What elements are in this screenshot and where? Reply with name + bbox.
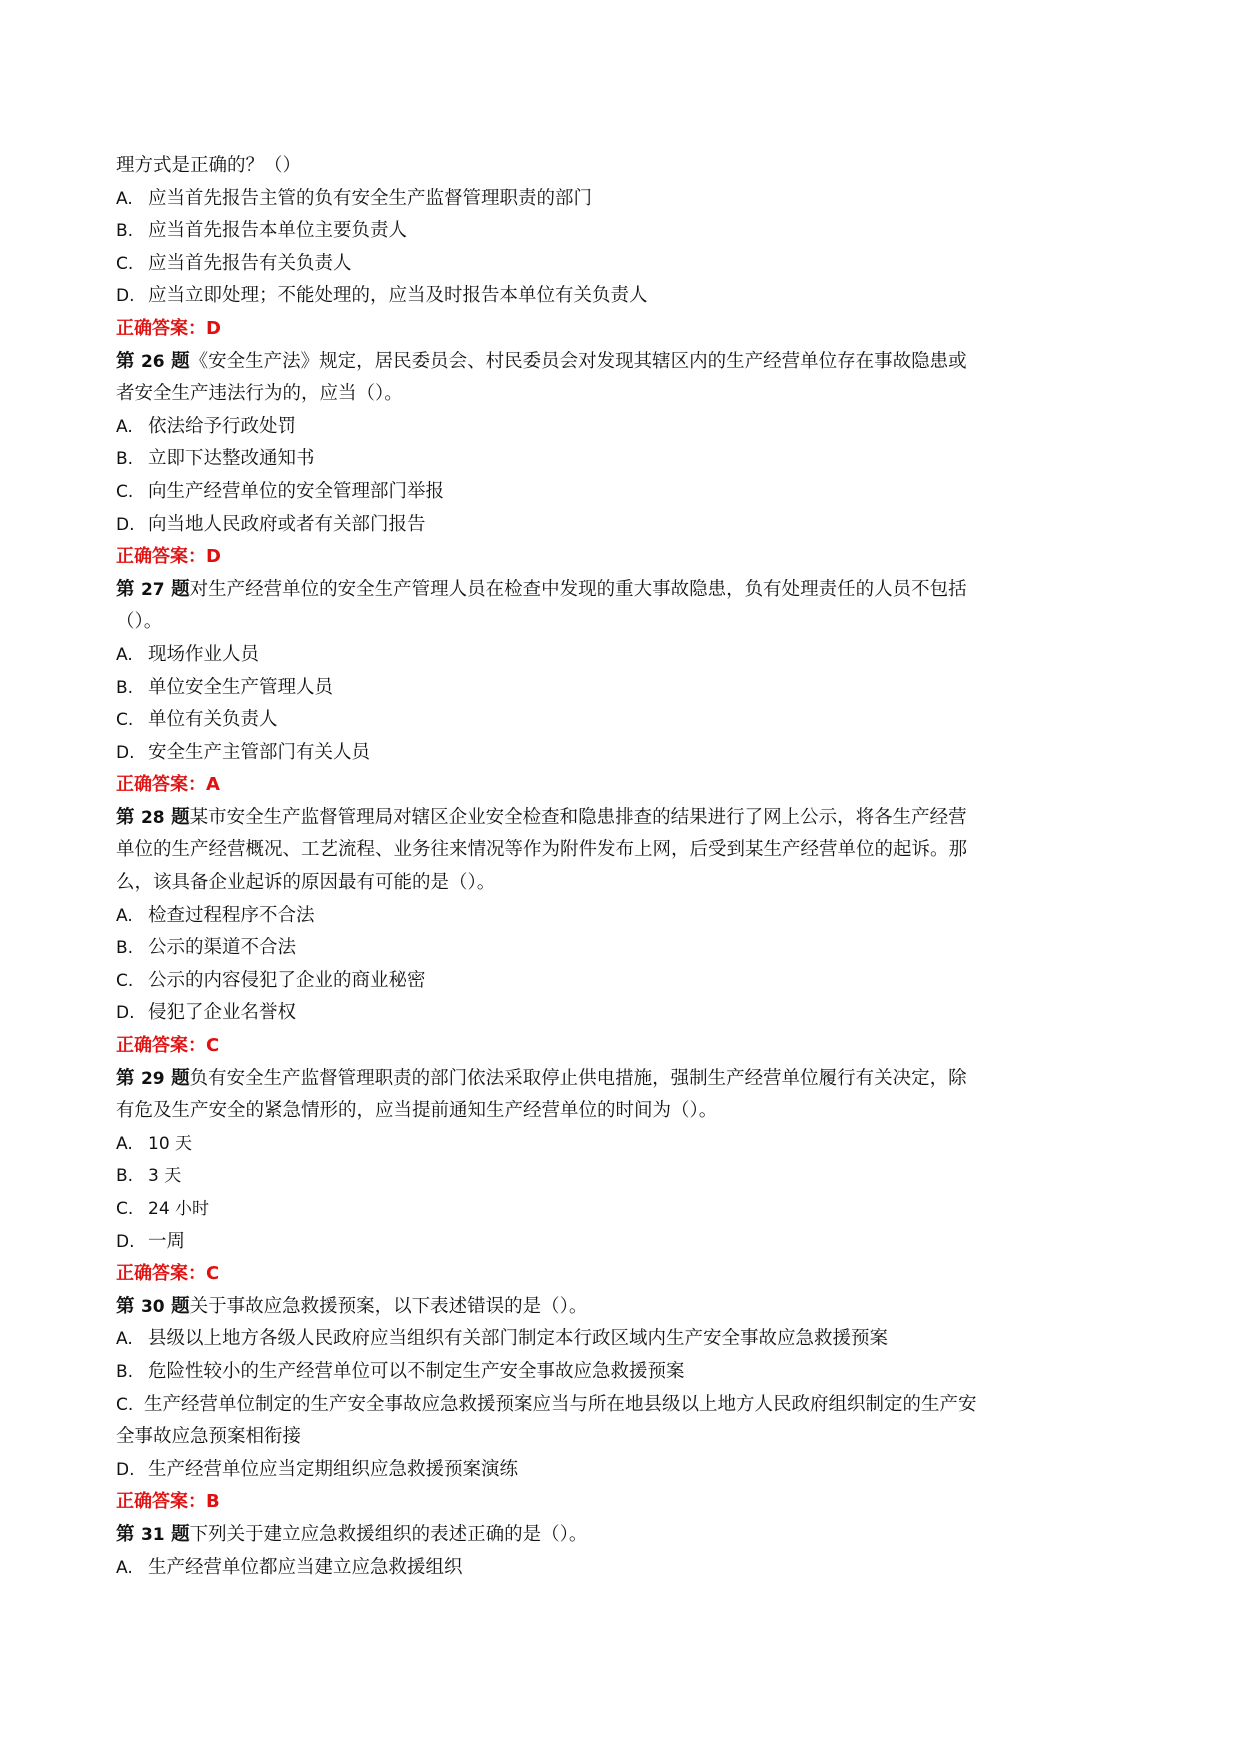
option-a: [116, 1552, 1136, 1585]
option-letter: D.: [116, 1003, 135, 1024]
option-d: [116, 280, 1136, 313]
option-a: [116, 1323, 1136, 1356]
option-text: 应当首先报告有关负责人: [148, 252, 352, 274]
correct-answer: 正确答案：C: [116, 1035, 220, 1057]
question-text: 某市安全生产监督管理局对辖区企业安全检查和隐患排查的结果进行了网上公示，将各生产经营: [189, 806, 967, 828]
option-text: 立即下达整改通知书: [148, 448, 315, 470]
option-text: 生产经营单位应当定期组织应急救援预案演练: [148, 1458, 519, 1480]
option-letter: A.: [116, 416, 133, 437]
option-d: [116, 997, 1136, 1030]
option-c: [116, 1193, 1136, 1226]
option-letter: B.: [116, 938, 134, 959]
option-d: [116, 737, 1136, 770]
option-letter: B.: [116, 449, 134, 470]
option-c: [116, 704, 1136, 737]
option-a: [116, 183, 1136, 216]
option-letter: A.: [116, 1557, 133, 1578]
option-letter: A.: [116, 188, 133, 209]
question-text: 《安全生产法》规定，居民委员会、村民委员会对发现其辖区内的生产经营单位存在事故隐患或: [189, 350, 967, 372]
option-letter: C.: [116, 970, 134, 991]
question-number: 第 28 题: [116, 806, 190, 828]
option-letter: C.: [116, 253, 134, 274]
option-text: 10 天: [148, 1133, 193, 1154]
option-text: 向当地人民政府或者有关部门报告: [148, 513, 426, 535]
correct-answer: 正确答案：B: [116, 1491, 220, 1513]
correct-answer: 正确答案：C: [116, 1263, 220, 1285]
option-text: 单位安全生产管理人员: [148, 676, 334, 698]
question-29-stem: [116, 1063, 1136, 1096]
question-number: 第 26 题: [116, 350, 190, 372]
correct-answer: 正确答案：D: [116, 546, 221, 568]
option-b: [116, 215, 1136, 248]
option-text: 侵犯了企业名誉权: [148, 1002, 297, 1024]
option-letter: C.: [116, 481, 134, 502]
option-a: [116, 1128, 1136, 1161]
option-text: 检查过程程序不合法: [148, 904, 315, 926]
question-28-stem-cont: 么，该具备企业起诉的原因最有可能的是（）。: [116, 872, 496, 894]
option-d: [116, 1226, 1136, 1259]
option-d: [116, 509, 1136, 542]
question-text: 关于事故应急救援预案，以下表述错误的是（）。: [189, 1295, 588, 1317]
option-c: [116, 1389, 1136, 1422]
option-letter: D.: [116, 1231, 135, 1252]
question-28-stem: [116, 802, 1136, 835]
question-29-stem-cont: 有危及生产安全的紧急情形的，应当提前通知生产经营单位的时间为（）。: [116, 1100, 718, 1122]
option-text: 生产经营单位制定的生产安全事故应急救援预案应当与所在地县级以上地方人民政府组织制定的生产安: [144, 1393, 977, 1415]
question-number: 第 27 题: [116, 578, 190, 600]
question-text: 下列关于建立应急救援组织的表述正确的是（）。: [189, 1523, 588, 1545]
correct-answer: 正确答案：D: [116, 317, 221, 339]
question-28-stem-cont: 单位的生产经营概况、工艺流程、业务往来情况等作为附件发布上网，后受到某生产经营单位的起诉。那: [116, 839, 968, 861]
option-letter: C.: [116, 1199, 134, 1219]
question-number: 第 29 题: [116, 1067, 190, 1089]
option-text: 单位有关负责人: [148, 709, 278, 731]
question-text: 对生产经营单位的安全生产管理人员在检查中发现的重大事故隐患，负有处理责任的人员不包括: [189, 578, 967, 600]
option-letter: B.: [116, 1166, 134, 1187]
option-letter: A.: [116, 644, 133, 665]
option-text: 3 天: [148, 1166, 182, 1187]
option-text: 危险性较小的生产经营单位可以不制定生产安全事故应急救援预案: [148, 1360, 685, 1382]
option-d: [116, 1454, 1136, 1487]
option-text: 向生产经营单位的安全管理部门举报: [148, 480, 445, 502]
question-number: 第 30 题: [116, 1295, 190, 1317]
option-text: 县级以上地方各级人民政府应当组织有关部门制定本行政区域内生产安全事故应急救援预案: [148, 1328, 889, 1350]
option-b: [116, 443, 1136, 476]
option-a: [116, 411, 1136, 444]
option-text: 24 小时: [148, 1199, 210, 1219]
option-text: 安全生产主管部门有关人员: [148, 741, 371, 763]
option-c: [116, 965, 1136, 998]
option-b: [116, 1160, 1136, 1193]
option-text: 应当首先报告主管的负有安全生产监督管理职责的部门: [148, 187, 593, 209]
option-letter: C.: [116, 710, 134, 731]
option-text: 公示的内容侵犯了企业的商业秘密: [148, 969, 426, 991]
option-letter: B.: [116, 677, 134, 698]
question-26-stem-cont: 者安全生产违法行为的，应当（）。: [116, 383, 403, 405]
question-stem-continuation: 理方式是正确的？（）: [116, 155, 302, 176]
question-text: 负有安全生产监督管理职责的部门依法采取停止供电措施，强制生产经营单位履行有关决定，除: [189, 1067, 967, 1089]
question-30-stem: [116, 1291, 1136, 1324]
option-letter: A.: [116, 905, 133, 926]
document-page: [116, 150, 1136, 1584]
option-b: [116, 932, 1136, 965]
question-31-stem: [116, 1519, 1136, 1552]
option-text: 生产经营单位都应当建立应急救援组织: [148, 1556, 463, 1578]
option-text: 依法给予行政处罚: [148, 415, 297, 437]
question-27-stem-cont: （）。: [116, 611, 163, 633]
option-letter: C.: [116, 1394, 134, 1415]
option-a: [116, 900, 1136, 933]
question-26-stem: [116, 346, 1136, 379]
option-letter: A.: [116, 1329, 133, 1350]
option-letter: D.: [116, 742, 135, 763]
option-b: [116, 1356, 1136, 1389]
option-c-cont: 全事故应急预案相衔接: [116, 1426, 302, 1448]
option-a: [116, 639, 1136, 672]
question-number: 第 31 题: [116, 1523, 190, 1545]
option-b: [116, 672, 1136, 705]
option-letter: D.: [116, 286, 135, 307]
option-text: 一周: [148, 1230, 186, 1252]
option-letter: A.: [116, 1133, 133, 1154]
question-27-stem: [116, 574, 1136, 607]
option-c: [116, 476, 1136, 509]
option-letter: D.: [116, 1459, 135, 1480]
option-letter: B.: [116, 1361, 134, 1382]
option-c: [116, 248, 1136, 281]
option-letter: D.: [116, 514, 135, 535]
option-text: 应当立即处理；不能处理的，应当及时报告本单位有关负责人: [148, 285, 648, 307]
correct-answer: 正确答案：A: [116, 774, 220, 796]
option-text: 现场作业人员: [148, 643, 260, 665]
option-letter: B.: [116, 221, 134, 242]
option-text: 应当首先报告本单位主要负责人: [148, 220, 408, 242]
option-text: 公示的渠道不合法: [148, 937, 297, 959]
